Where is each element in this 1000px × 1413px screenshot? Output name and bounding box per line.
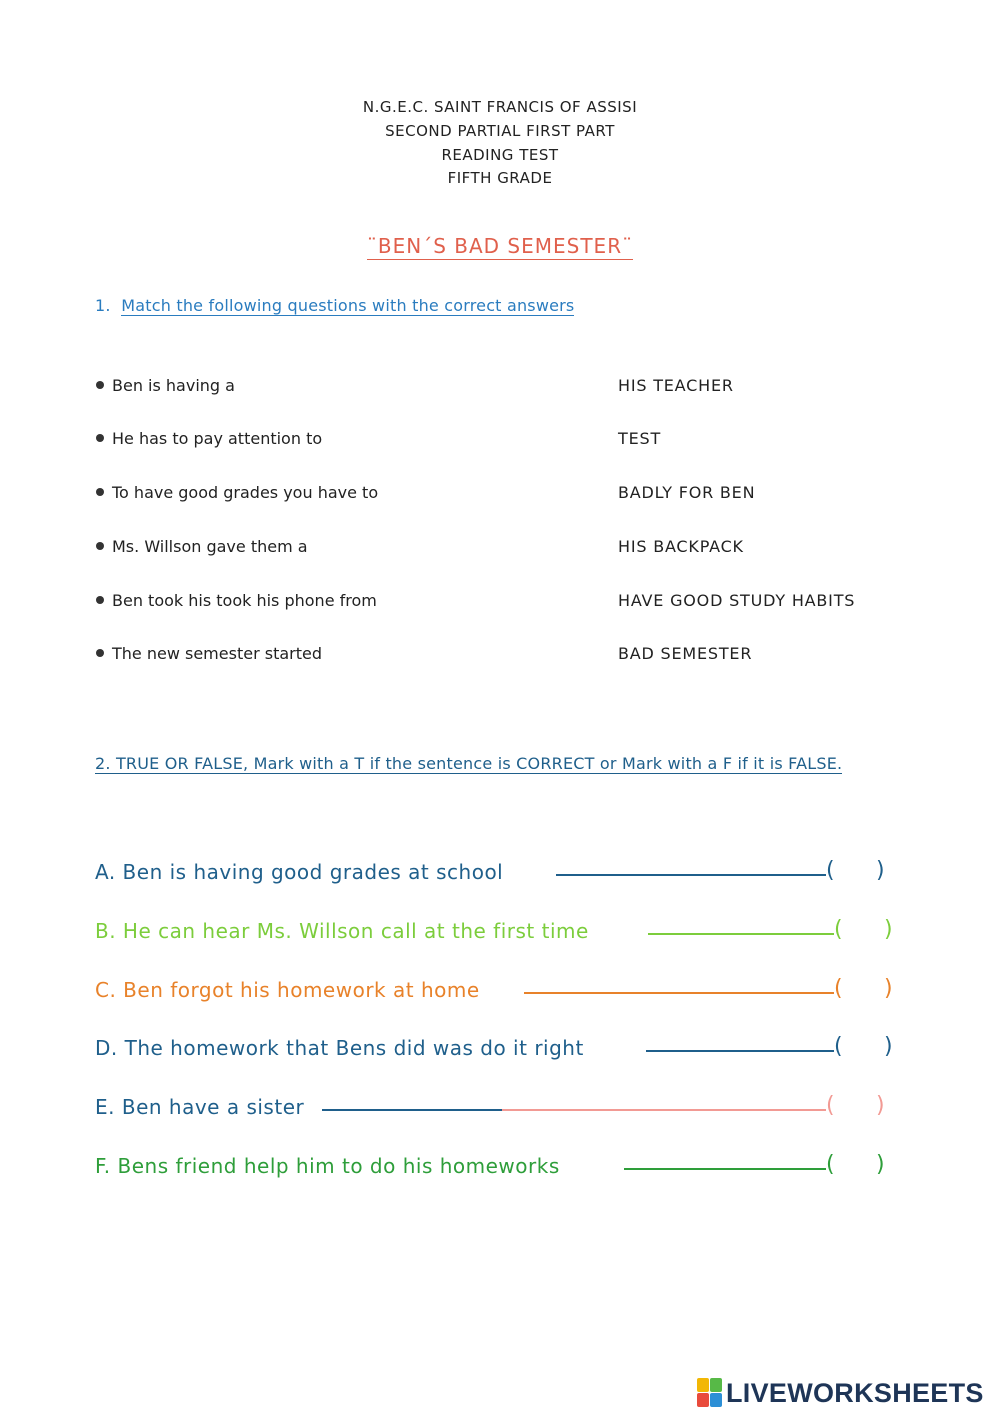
- match-answer[interactable]: HAVE GOOD STUDY HABITS: [618, 591, 856, 610]
- tf-line-e-blue: [322, 1109, 502, 1111]
- section1-instruction-text: Match the following questions with the correct answers: [121, 296, 575, 315]
- tf-close-paren-a: ): [876, 858, 885, 883]
- tf-statement-e: E. Ben have a sister: [95, 1095, 305, 1119]
- logo-blocks-icon: [697, 1378, 723, 1408]
- logo-text: LIVEWORKSHEETS: [726, 1377, 984, 1408]
- bullet-icon: [96, 596, 104, 604]
- tf-line-a: [556, 874, 826, 876]
- grade-level: FIFTH GRADE: [447, 169, 553, 187]
- tf-line-f: [624, 1168, 826, 1170]
- test-type: READING TEST: [441, 146, 559, 164]
- bullet-icon: [96, 649, 104, 657]
- match-answer[interactable]: HIS BACKPACK: [618, 537, 744, 556]
- tf-close-paren-c: ): [884, 976, 893, 1001]
- tf-close-paren-b: ): [884, 917, 893, 942]
- bullet-icon: [96, 488, 104, 496]
- match-answer[interactable]: HIS TEACHER: [618, 376, 734, 395]
- tf-statement-b: B. He can hear Ms. Willson call at the first time: [95, 919, 589, 943]
- tf-open-paren-a: (: [826, 858, 835, 883]
- match-question[interactable]: Ben is having a: [96, 376, 235, 395]
- tf-statement-a: A. Ben is having good grades at school: [95, 860, 504, 884]
- tf-statement-c: C. Ben forgot his homework at home: [95, 978, 480, 1002]
- tf-open-paren-d: (: [834, 1034, 843, 1059]
- tf-close-paren-f: ): [876, 1152, 885, 1177]
- exam-part: SECOND PARTIAL FIRST PART: [385, 122, 615, 140]
- section1-instruction: [95, 296, 574, 315]
- tf-open-paren-b: (: [834, 917, 843, 942]
- tf-open-paren-f: (: [826, 1152, 835, 1177]
- match-question[interactable]: To have good grades you have to: [96, 483, 378, 502]
- bullet-icon: [96, 434, 104, 442]
- tf-statement-d: D. The homework that Bens did was do it right: [95, 1036, 584, 1060]
- liveworksheets-logo: [697, 1376, 984, 1410]
- tf-line-d: [646, 1050, 834, 1052]
- section1-number: 1.: [95, 296, 111, 315]
- match-answer[interactable]: BAD SEMESTER: [618, 644, 753, 663]
- match-question[interactable]: Ben took his took his phone from: [96, 591, 377, 610]
- tf-statement-f: F. Bens friend help him to do his homeworks: [95, 1154, 560, 1178]
- match-question[interactable]: Ms. Willson gave them a: [96, 537, 308, 556]
- bullet-icon: [96, 542, 104, 550]
- tf-line-b: [648, 933, 834, 935]
- tf-close-paren-d: ): [884, 1034, 893, 1059]
- tf-open-paren-c: (: [834, 976, 843, 1001]
- match-answer[interactable]: TEST: [618, 429, 662, 448]
- school-name: N.G.E.C. SAINT FRANCIS OF ASSISI: [362, 98, 638, 116]
- tf-close-paren-e: ): [876, 1093, 885, 1118]
- section2-instruction: 2. TRUE OR FALSE, Mark with a T if the sentence is CORRECT or Mark with a F if it is FALSE.: [95, 754, 843, 773]
- title-text: ¨BEN´S BAD SEMESTER¨: [366, 234, 634, 258]
- match-question[interactable]: The new semester started: [96, 644, 322, 663]
- tf-line-e-salmon: [502, 1109, 826, 1111]
- worksheet-title: [0, 234, 1000, 258]
- tf-open-paren-e: (: [826, 1093, 835, 1118]
- match-question[interactable]: He has to pay attention to: [96, 429, 322, 448]
- bullet-icon: [96, 381, 104, 389]
- match-answer[interactable]: BADLY FOR BEN: [618, 483, 756, 502]
- tf-line-c: [524, 992, 834, 994]
